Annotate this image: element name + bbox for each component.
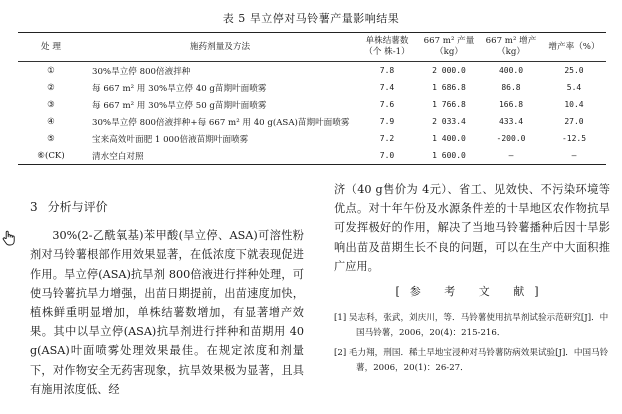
cell-treatment: ③ xyxy=(47,99,55,110)
cell-increase: 433.4 xyxy=(498,117,524,126)
cell-treatment: ① xyxy=(47,65,55,76)
cell-rate: 27.0 xyxy=(564,117,584,126)
cell-yield: 2 000.0 xyxy=(432,66,466,75)
conclusion-paragraph: 济（40 g售价为 4元）、省工、见效快、不污染环境等优点。对十年午份及水源条件差的十旱地区农作物抗旱可发挥极好的作用，解决了当地马铃薯播种后因十旱影响出苗及苗期生长不良的问题，可以在生产中大面积推广应用。 xyxy=(334,183,610,273)
cell-increase: 86.8 xyxy=(501,83,521,92)
cell-rate: 5.4 xyxy=(566,83,582,92)
table-row xyxy=(18,130,606,147)
cell-tubers: 7.0 xyxy=(379,151,395,160)
section-number: 3 xyxy=(30,200,38,214)
table-row xyxy=(18,79,606,96)
cell-increase: — xyxy=(508,151,514,160)
cell-rate: 10.4 xyxy=(564,100,584,109)
analysis-paragraph: 30%(2-乙酰氧基)苯甲酸(旱立停、ASA)可溶性粉剂对马铃薯根部作用效果显著，在低浓度下就表现促进作用。旱立停(ASA)抗旱剂 800倍液进行拌种处理，可使马铃薯抗旱力增强，出苗日期提前，出苗速度加快，植株鲜重明显增加，单株结薯数增加，有显著增产效果。其中以旱立停(ASA)抗旱剂进行拌种和苗期用 40 g(ASA)叶面喷雾处理效果最佳。在规定浓度和剂量下，对作物安全无药害现象，抗旱效果极为显著，且具有施用浓度低、经 xyxy=(30,229,304,396)
cell-treatment: ④ xyxy=(47,116,55,127)
cell-yield: 1 766.8 xyxy=(432,100,466,109)
header-increase-rate: 增产率（%） xyxy=(548,41,600,52)
table-row xyxy=(18,62,606,80)
header-yield-increase: 667 m² 增产（kg） xyxy=(485,36,537,57)
header-yield: 667 m² 产量（kg） xyxy=(423,36,475,57)
hand-pointer-icon xyxy=(2,230,16,246)
yield-table xyxy=(18,32,606,165)
table-row xyxy=(18,147,606,165)
cell-tubers: 7.4 xyxy=(379,83,395,92)
cell-increase: 400.0 xyxy=(498,66,524,75)
cell-method: 每 667 m² 用 30%旱立停 50 g苗期叶面喷雾 xyxy=(92,100,267,111)
cell-increase: -200.0 xyxy=(496,134,526,143)
section-title: 分析与评价 xyxy=(47,200,108,214)
table-header-row xyxy=(18,33,606,62)
header-tubers-per-plant: 单株结薯数（个 株-1） xyxy=(364,36,410,57)
section-heading xyxy=(30,198,304,217)
cell-tubers: 7.6 xyxy=(379,100,395,109)
cell-method: 每 667 m² 用 30%旱立停 40 g苗期叶面喷雾 xyxy=(92,83,267,94)
cell-yield: 2 033.4 xyxy=(432,117,466,126)
cell-method: 宝来高效叶面肥 1 000倍液苗期叶面喷雾 xyxy=(92,134,249,145)
cell-rate: — xyxy=(571,151,577,160)
cell-increase: 166.8 xyxy=(498,100,524,109)
cell-rate: 25.0 xyxy=(564,66,584,75)
cell-treatment: ② xyxy=(47,82,55,93)
cell-tubers: 7.9 xyxy=(379,117,395,126)
reference-item: [2] 毛力翔，刑国．稀土早地宝浸种对马铃薯防病效果试验[J]．中国马铃薯，2006，20(1)：26-27． xyxy=(334,348,609,374)
cell-treatment: ⑤ xyxy=(47,133,55,144)
cell-tubers: 7.2 xyxy=(379,134,395,143)
cell-yield: 1 600.0 xyxy=(432,151,466,160)
references-title: [参 考 文 献] xyxy=(395,285,549,299)
cell-rate: -12.5 xyxy=(561,134,587,143)
cell-method: 30%旱立停 800倍液拌种 xyxy=(92,66,191,77)
table-row xyxy=(18,113,606,130)
cell-treatment: ⑥(CK) xyxy=(37,150,65,161)
cell-method: 30%旱立停 800倍液拌种+每 667 m² 用 40 g(ASA)苗期叶面喷雾 xyxy=(92,117,350,128)
header-method: 施药剂量及方法 xyxy=(189,41,251,52)
header-treatment: 处 理 xyxy=(41,41,61,52)
left-column xyxy=(30,198,304,399)
reference-item: [1] 吴志科，张武，刘庆川，等．马铃薯使用抗旱剂试验示范研究[J]．中国马铃薯，2006，20(4)：215-216． xyxy=(334,313,609,339)
right-column xyxy=(334,180,610,381)
table-caption: 表 5 旱立停对马铃薯产量影响结果 xyxy=(222,12,400,25)
cell-tubers: 7.8 xyxy=(379,66,395,75)
cell-method: 清水空白对照 xyxy=(92,151,144,162)
table-row xyxy=(18,96,606,113)
cell-yield: 1 686.8 xyxy=(432,83,466,92)
cell-yield: 1 400.0 xyxy=(432,134,466,143)
